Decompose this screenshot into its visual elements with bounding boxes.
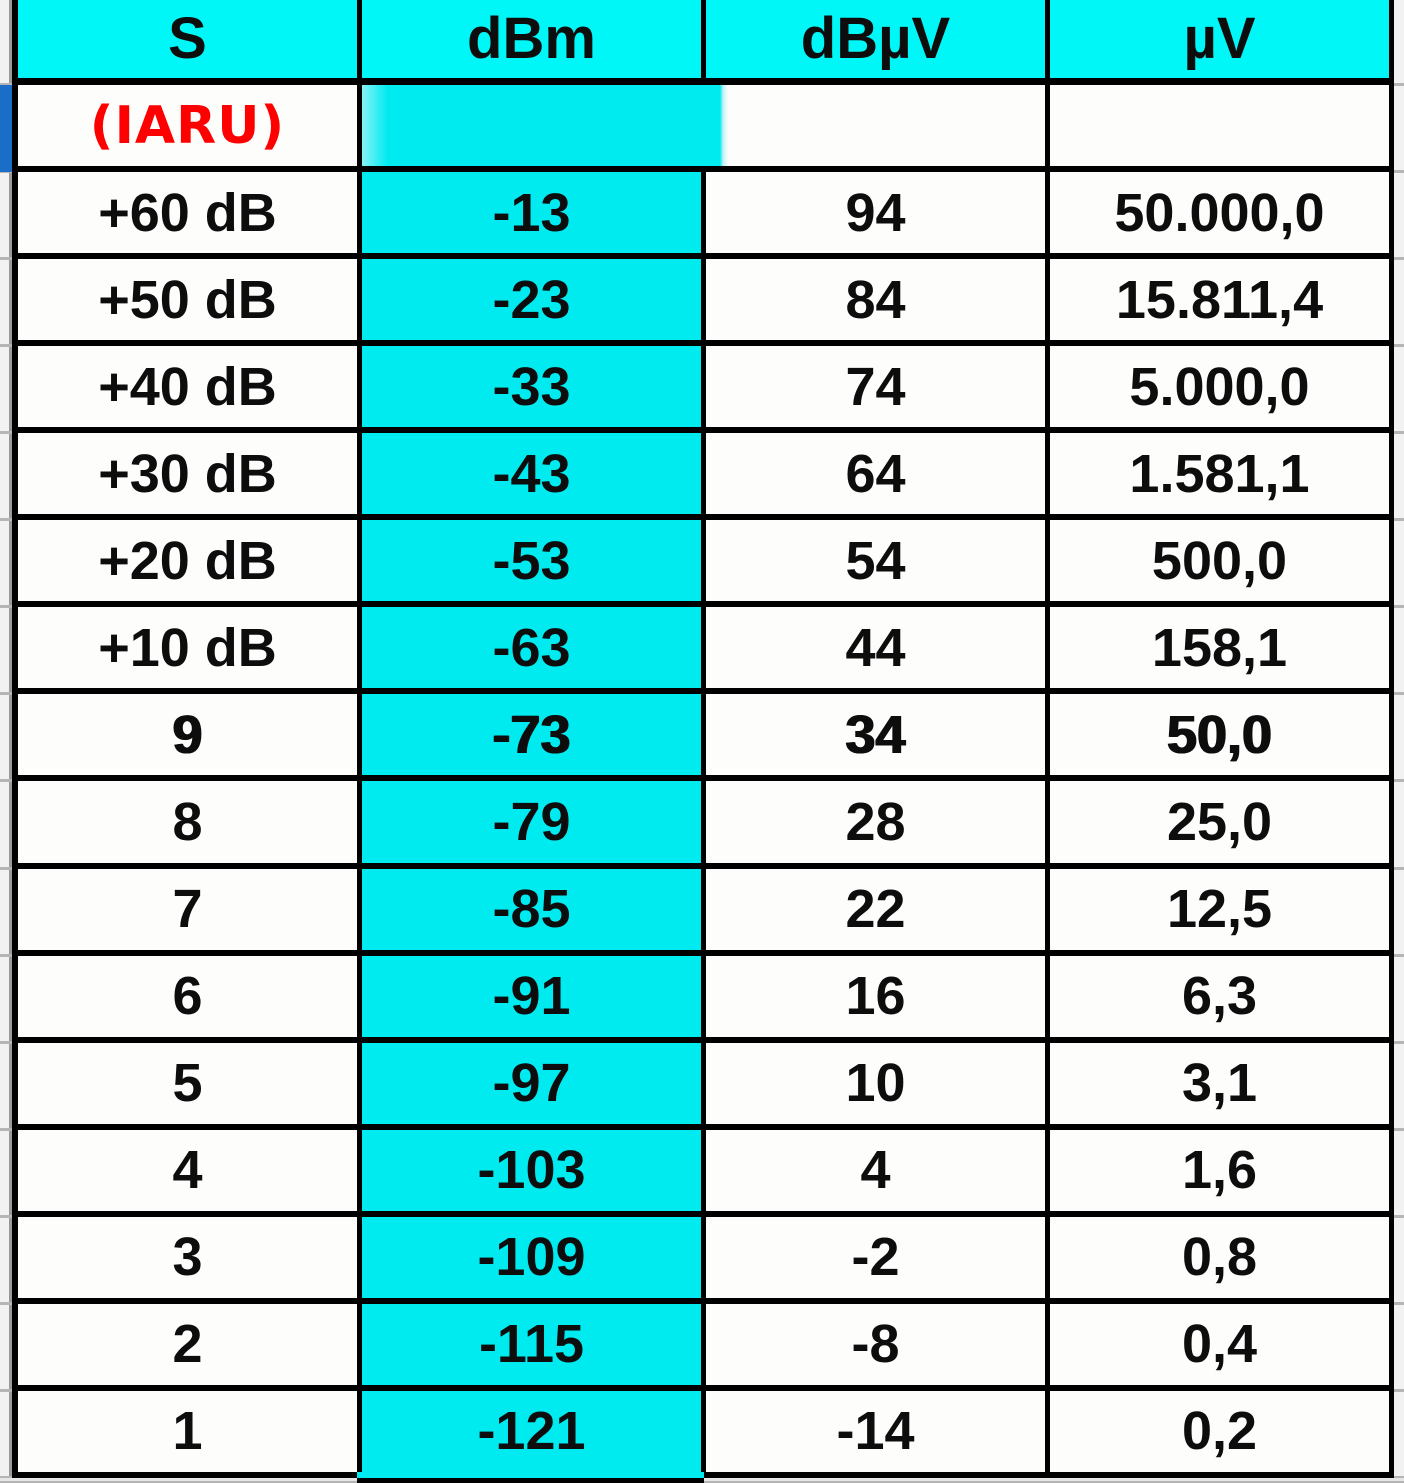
sheet-gridline bbox=[0, 867, 12, 870]
sheet-gridline bbox=[1394, 170, 1404, 173]
cell-uv-row13[interactable]: 0,4 bbox=[1050, 1304, 1394, 1391]
cell-s-row0[interactable]: +60 dB bbox=[18, 172, 362, 259]
cell-uv-row11[interactable]: 1,6 bbox=[1050, 1130, 1394, 1217]
sheet-gridline bbox=[0, 1041, 12, 1044]
sheet-gridline bbox=[0, 605, 12, 608]
cell-dbuv-row12[interactable]: -2 bbox=[706, 1217, 1050, 1304]
cell-uv-iaru[interactable] bbox=[1050, 85, 1394, 172]
cell-dbuv-row13[interactable]: -8 bbox=[706, 1304, 1050, 1391]
sheet-gridline bbox=[1394, 867, 1404, 870]
cell-dbm-iaru[interactable] bbox=[362, 85, 706, 172]
cell-dbuv-row3[interactable]: 64 bbox=[706, 433, 1050, 520]
sheet-gridline bbox=[1394, 1041, 1404, 1044]
cell-s-row7[interactable]: 8 bbox=[18, 781, 362, 868]
cell-s-row8[interactable]: 7 bbox=[18, 869, 362, 956]
sheet-gridline bbox=[1394, 431, 1404, 434]
cell-dbm-row11[interactable]: -103 bbox=[362, 1130, 706, 1217]
sheet-gridline bbox=[1394, 779, 1404, 782]
cell-s-row4[interactable]: +20 dB bbox=[18, 520, 362, 607]
cell-dbm-row12[interactable]: -109 bbox=[362, 1217, 706, 1304]
cell-dbm-row1[interactable]: -23 bbox=[362, 259, 706, 346]
cell-s-row9[interactable]: 6 bbox=[18, 956, 362, 1043]
cell-dbuv-row1[interactable]: 84 bbox=[706, 259, 1050, 346]
column-header-dbm[interactable]: dBm bbox=[362, 0, 706, 85]
cell-dbm-row8[interactable]: -85 bbox=[362, 869, 706, 956]
cell-uv-row3[interactable]: 1.581,1 bbox=[1050, 433, 1394, 520]
column-header-uv[interactable]: µV bbox=[1050, 0, 1394, 85]
column-header-dbuv[interactable]: dBµV bbox=[706, 0, 1050, 85]
cell-uv-row0[interactable]: 50.000,0 bbox=[1050, 172, 1394, 259]
cell-dbm-row14[interactable]: -121 bbox=[362, 1391, 706, 1478]
cell-s-row10[interactable]: 5 bbox=[18, 1043, 362, 1130]
sheet-gridline bbox=[0, 779, 12, 782]
cell-dbm-row3[interactable]: -43 bbox=[362, 433, 706, 520]
sheet-gridline bbox=[0, 1215, 12, 1218]
sheet-gridline bbox=[1394, 83, 1404, 86]
sheet-gridline bbox=[1394, 1389, 1404, 1392]
cell-s-row1[interactable]: +50 dB bbox=[18, 259, 362, 346]
cell-uv-row10[interactable]: 3,1 bbox=[1050, 1043, 1394, 1130]
cell-dbuv-row7[interactable]: 28 bbox=[706, 781, 1050, 868]
cell-uv-row1[interactable]: 15.811,4 bbox=[1050, 259, 1394, 346]
dbm-column-extension bbox=[357, 1472, 704, 1483]
cell-s-row12[interactable]: 3 bbox=[18, 1217, 362, 1304]
sheet-gridline bbox=[1394, 1302, 1404, 1305]
cell-dbuv-row8[interactable]: 22 bbox=[706, 869, 1050, 956]
sheet-gridline bbox=[1394, 1215, 1404, 1218]
sheet-gridline bbox=[1394, 954, 1404, 957]
cell-dbuv-row14[interactable]: -14 bbox=[706, 1391, 1050, 1478]
s-meter-table bbox=[12, 0, 1394, 1478]
column-header-s[interactable]: S bbox=[18, 0, 362, 85]
cell-dbm-row4[interactable]: -53 bbox=[362, 520, 706, 607]
sheet-gridline bbox=[0, 257, 12, 260]
sheet-gridline bbox=[1394, 518, 1404, 521]
cell-dbuv-row6[interactable]: 34 bbox=[706, 694, 1050, 781]
cell-uv-row12[interactable]: 0,8 bbox=[1050, 1217, 1394, 1304]
sheet-gridline bbox=[0, 1302, 12, 1305]
cell-dbm-row13[interactable]: -115 bbox=[362, 1304, 706, 1391]
cell-uv-row2[interactable]: 5.000,0 bbox=[1050, 346, 1394, 433]
cell-s-row3[interactable]: +30 dB bbox=[18, 433, 362, 520]
cell-uv-row8[interactable]: 12,5 bbox=[1050, 869, 1394, 956]
cell-dbm-row0[interactable]: -13 bbox=[362, 172, 706, 259]
sheet-gridline bbox=[0, 1128, 12, 1131]
cell-s-row6[interactable]: 9 bbox=[18, 694, 362, 781]
left-sheet-gutter bbox=[0, 0, 12, 1483]
cell-dbuv-row5[interactable]: 44 bbox=[706, 607, 1050, 694]
sheet-gridline bbox=[0, 518, 12, 521]
sheet-gridline bbox=[1394, 605, 1404, 608]
cell-dbm-row6[interactable]: -73 bbox=[362, 694, 706, 781]
cell-s-row5[interactable]: +10 dB bbox=[18, 607, 362, 694]
right-sheet-gutter bbox=[1394, 0, 1404, 1483]
cell-dbuv-row10[interactable]: 10 bbox=[706, 1043, 1050, 1130]
cell-s-row14[interactable]: 1 bbox=[18, 1391, 362, 1478]
cell-dbuv-row11[interactable]: 4 bbox=[706, 1130, 1050, 1217]
sheet-gridline bbox=[0, 692, 12, 695]
cell-uv-row7[interactable]: 25,0 bbox=[1050, 781, 1394, 868]
cell-dbuv-row0[interactable]: 94 bbox=[706, 172, 1050, 259]
cell-dbm-row2[interactable]: -33 bbox=[362, 346, 706, 433]
cell-uv-row6[interactable]: 50,0 bbox=[1050, 694, 1394, 781]
sheet-gridline bbox=[0, 1389, 12, 1392]
sheet-gridline bbox=[1394, 692, 1404, 695]
cell-uv-row4[interactable]: 500,0 bbox=[1050, 520, 1394, 607]
sheet-gridline bbox=[0, 431, 12, 434]
sheet-gridline bbox=[0, 954, 12, 957]
sheet-gridline bbox=[1394, 257, 1404, 260]
cell-dbuv-iaru[interactable] bbox=[706, 85, 1050, 172]
cell-s-row13[interactable]: 2 bbox=[18, 1304, 362, 1391]
sheet-gridline bbox=[1394, 344, 1404, 347]
cell-dbm-row9[interactable]: -91 bbox=[362, 956, 706, 1043]
cell-dbm-row5[interactable]: -63 bbox=[362, 607, 706, 694]
cell-dbuv-row4[interactable]: 54 bbox=[706, 520, 1050, 607]
cell-uv-row14[interactable]: 0,2 bbox=[1050, 1391, 1394, 1478]
cell-dbuv-row9[interactable]: 16 bbox=[706, 956, 1050, 1043]
cell-dbm-row10[interactable]: -97 bbox=[362, 1043, 706, 1130]
cell-dbm-row7[interactable]: -79 bbox=[362, 781, 706, 868]
sheet-gridline bbox=[0, 344, 12, 347]
sheet-gridline bbox=[1394, 1128, 1404, 1131]
cell-s-iaru[interactable]: (IARU) bbox=[18, 85, 362, 172]
row-selection-strip bbox=[0, 85, 12, 172]
cell-uv-row9[interactable]: 6,3 bbox=[1050, 956, 1394, 1043]
cell-s-row2[interactable]: +40 dB bbox=[18, 346, 362, 433]
cell-dbuv-row2[interactable]: 74 bbox=[706, 346, 1050, 433]
cell-s-row11[interactable]: 4 bbox=[18, 1130, 362, 1217]
cell-uv-row5[interactable]: 158,1 bbox=[1050, 607, 1394, 694]
